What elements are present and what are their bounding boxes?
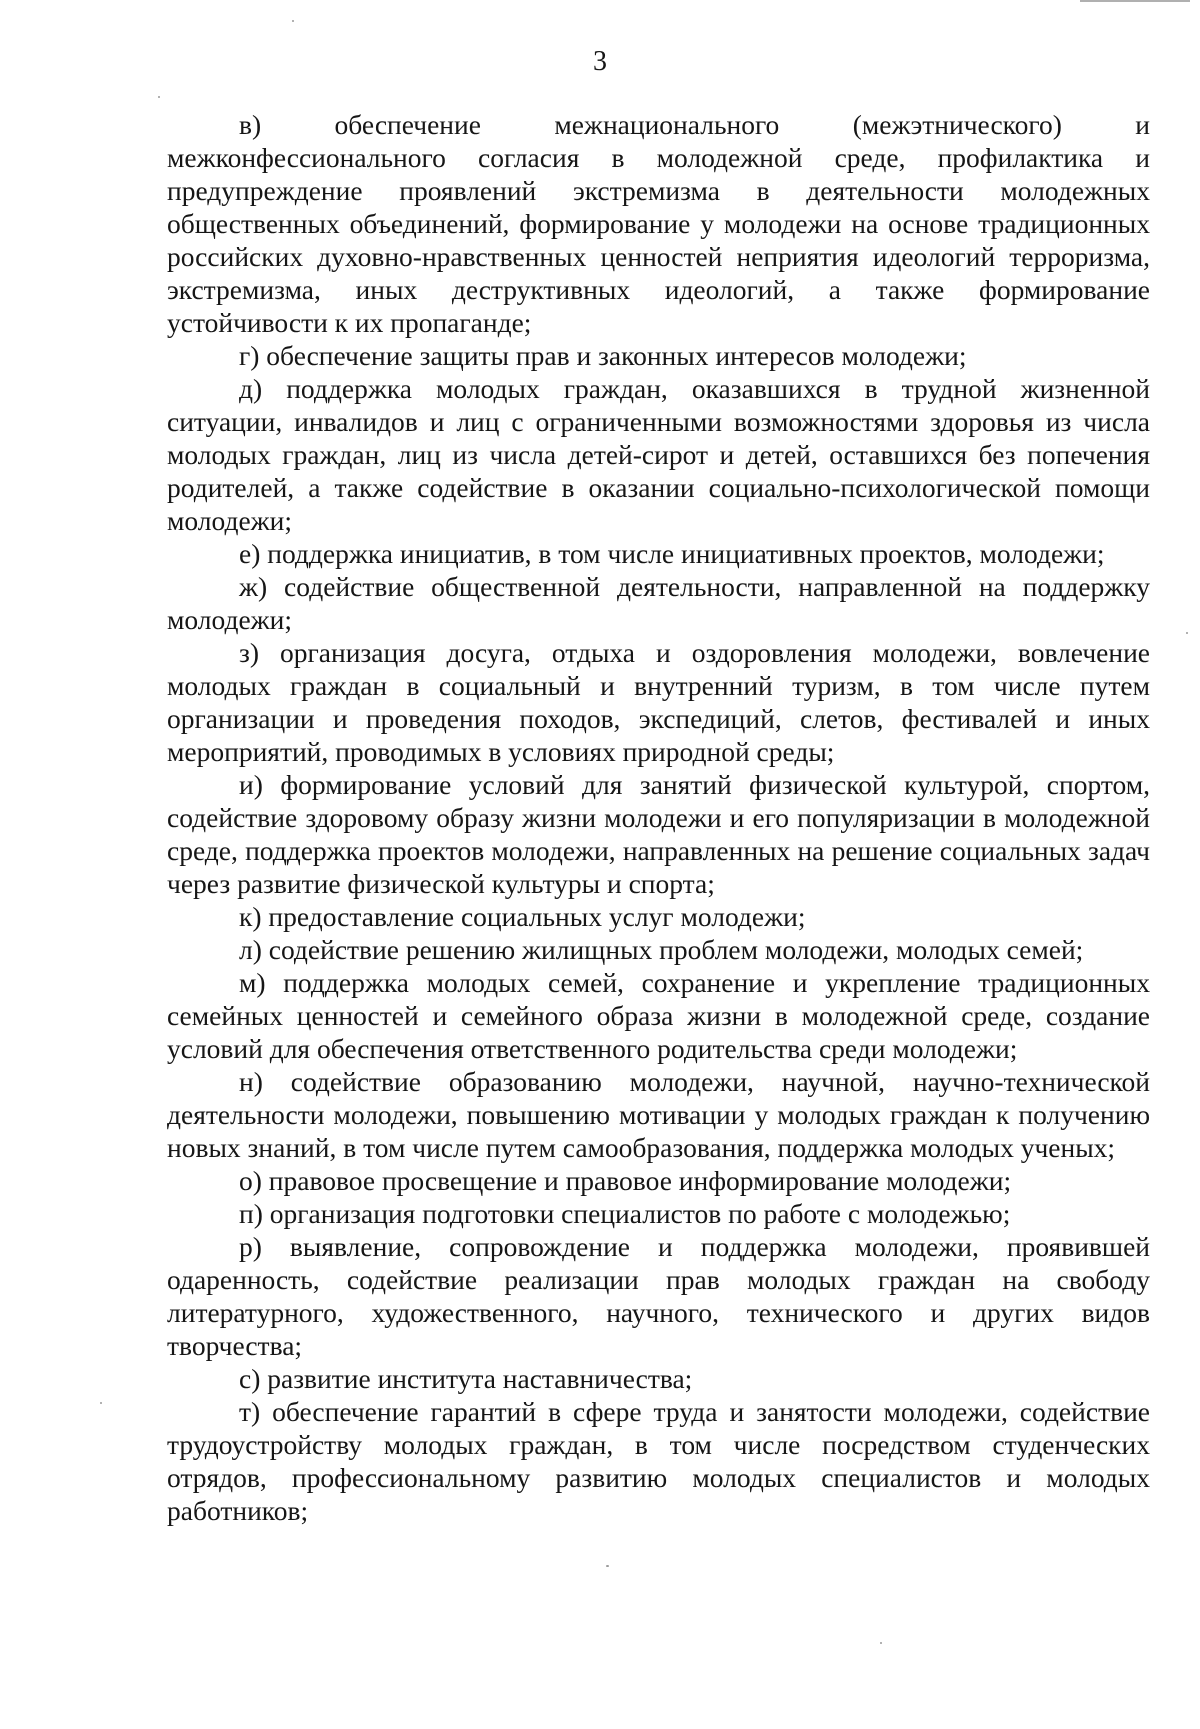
paragraph-v: в) обеспечение межнационального (межэтнического) и межконфессионального согласия в молодежной среде, профилактика и предупреждение проявлений экстремизма в деятельности молодежных общественных объединений, формирование у молодежи на основе традиционных российских духовно-нравственных ценностей неприятия идеологий терроризма, экстремизма, иных деструктивных идеологий, а также формирование устойчивости к их пропаганде; xyxy=(167,109,1150,338)
paragraph-n: н) содействие образованию молодежи, научной, научно-технической деятельности молодежи, повышению мотивации у молодых граждан к получению новых знаний, в том числе путем самообразования, поддержка молодых ученых; xyxy=(167,1066,1150,1163)
scan-speck xyxy=(292,20,294,22)
paragraph-d: д) поддержка молодых граждан, оказавшихся в трудной жизненной ситуации, инвалидов и лиц с ограниченными возможностями здоровья из числа молодых граждан, лиц из числа детей-сирот и детей, оставшихся без попечения родителей, а также содействие в оказании социально-психологической помощи молодежи; xyxy=(167,373,1150,536)
paragraph-p: п) организация подготовки специалистов по работе с молодежью; xyxy=(239,1198,1011,1229)
scan-speck xyxy=(880,1642,882,1644)
scan-speck xyxy=(606,1565,609,1567)
paragraph-m: м) поддержка молодых семей, сохранение и укрепление традиционных семейных ценностей и семейного образа жизни в молодежной среде, создание условий для обеспечения ответственного родительства среди молодежи; xyxy=(167,967,1150,1064)
scan-speck xyxy=(1186,632,1188,634)
paragraph-g: г) обеспечение защиты прав и законных интересов молодежи; xyxy=(239,340,967,371)
paragraph-e: е) поддержка инициатив, в том числе инициативных проектов, молодежи; xyxy=(239,538,1105,569)
paragraph-t: т) обеспечение гарантий в сфере труда и занятости молодежи, содействие трудоустройству молодых граждан, в том числе посредством студенческих отрядов, профессиональному развитию молодых специалистов и молодых работников; xyxy=(167,1396,1150,1526)
scan-speck xyxy=(158,96,160,98)
paragraph-z: з) организация досуга, отдыха и оздоровления молодежи, вовлечение молодых граждан в социальный и внутренний туризм, в том числе путем организации и проведения походов, экспедиций, слетов, фестивалей и иных мероприятий, проводимых в условиях природной среды; xyxy=(167,637,1150,767)
paragraph-i: и) формирование условий для занятий физической культурой, спортом, содействие здоровому образу жизни молодежи и его популяризации в молодежной среде, поддержка проектов молодежи, направленных на решение социальных задач через развитие физической культуры и спорта; xyxy=(167,769,1150,899)
paragraph-k: к) предоставление социальных услуг молодежи; xyxy=(239,901,806,932)
paragraph-r: р) выявление, сопровождение и поддержка молодежи, проявившей одаренность, содействие реализации прав молодых граждан на свободу литературного, художественного, научного, технического и других видов творчества; xyxy=(167,1231,1150,1361)
paragraph-o: о) правовое просвещение и правовое информирование молодежи; xyxy=(239,1165,1012,1196)
scan-speck xyxy=(100,1402,102,1404)
scan-edge-mark xyxy=(1080,0,1190,2)
paragraph-l: л) содействие решению жилищных проблем молодежи, молодых семей; xyxy=(239,934,1084,965)
paragraph-zh: ж) содействие общественной деятельности, направленной на поддержку молодежи; xyxy=(167,571,1150,635)
paragraph-s: с) развитие института наставничества; xyxy=(239,1363,693,1394)
page-number: 3 xyxy=(593,46,607,77)
document-body xyxy=(167,108,1150,1527)
